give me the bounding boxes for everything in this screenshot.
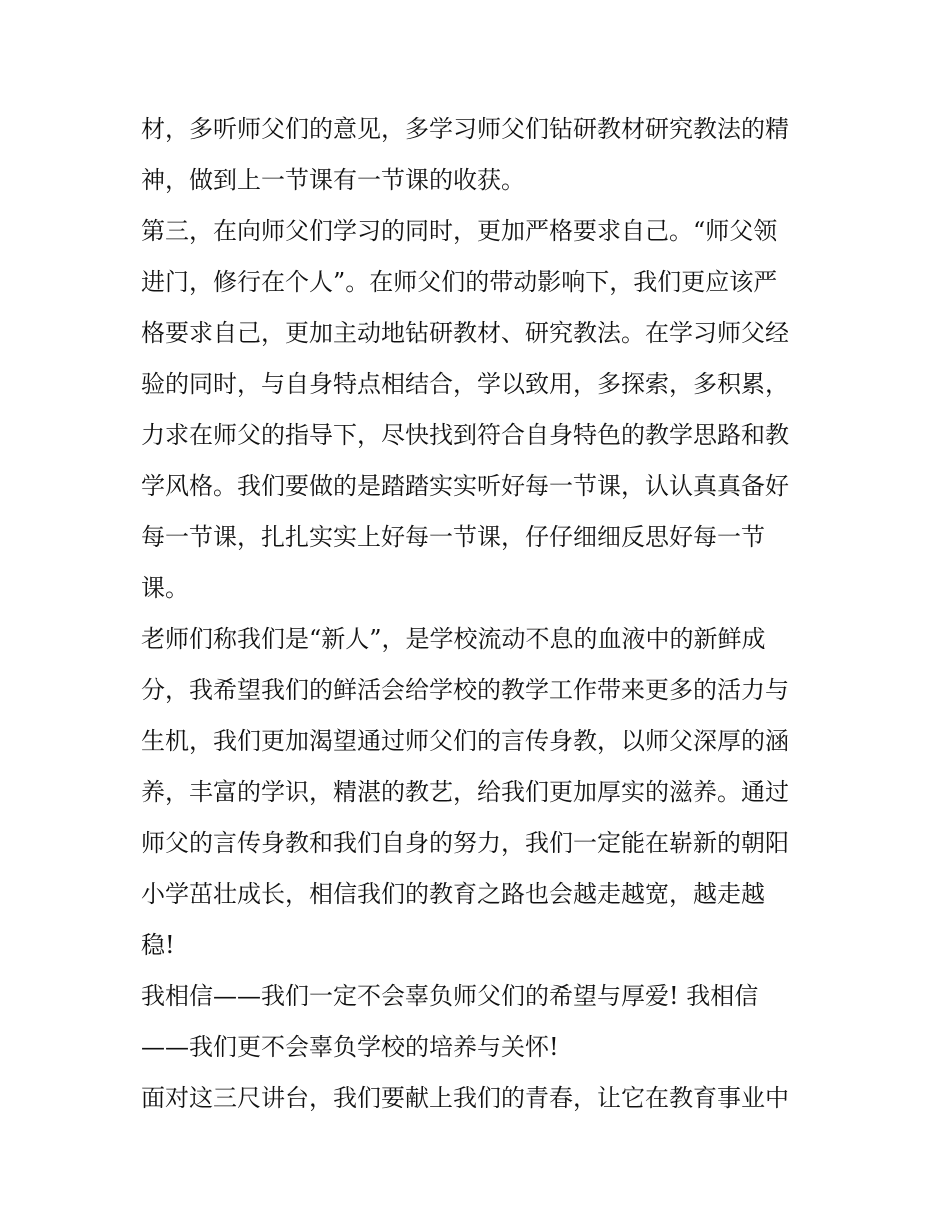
text-line: 面对这三尺讲台，我们要献上我们的青春，让它在教育事业中: [141, 1084, 789, 1112]
text-line: 材，多听师父们的意见，多学习师父们钻研教材研究教法的精: [141, 115, 789, 143]
text-line: 力求在师父的指导下，尽快找到符合自身特色的教学思路和教: [141, 421, 789, 449]
body-text: [141, 104, 821, 1124]
text-line: 第三，在向师父们学习的同时，更加严格要求自己。“师父领: [141, 217, 778, 245]
text-line: 神，做到上一节课有一节课的收获。: [141, 166, 525, 194]
text-line: 小学茁壮成长，相信我们的教育之路也会越走越宽，越走越: [141, 880, 765, 908]
text-line: 验的同时，与自身特点相结合，学以致用，多探索，多积累，: [141, 370, 789, 398]
text-line: 课。: [141, 574, 189, 602]
text-line: 分，我希望我们的鲜活会给学校的教学工作带来更多的活力与: [141, 676, 789, 704]
text-line: 我相信——我们一定不会辜负师父们的希望与厚爱! 我相信: [141, 982, 759, 1010]
text-line: 师父的言传身教和我们自身的努力，我们一定能在崭新的朝阳: [141, 829, 789, 857]
text-line: ——我们更不会辜负学校的培养与关怀!: [141, 1033, 559, 1061]
text-line: 进门，修行在个人”。在师父们的带动影响下，我们更应该严: [141, 268, 778, 296]
text-line: 稳!: [141, 931, 175, 959]
text-line: 学风格。我们要做的是踏踏实实听好每一节课，认认真真备好: [141, 472, 789, 500]
text-line: 格要求自己，更加主动地钻研教材、研究教法。在学习师父经: [141, 319, 789, 347]
text-line: 养，丰富的学识，精湛的教艺，给我们更加厚实的滋养。通过: [141, 778, 789, 806]
text-line: 老师们称我们是“新人”，是学校流动不息的血液中的新鲜成: [141, 625, 766, 653]
text-line: 每一节课，扎扎实实上好每一节课，仔仔细细反思好每一节: [141, 523, 765, 551]
text-line: 生机，我们更加渴望通过师父们的言传身教，以师父深厚的涵: [141, 727, 789, 755]
